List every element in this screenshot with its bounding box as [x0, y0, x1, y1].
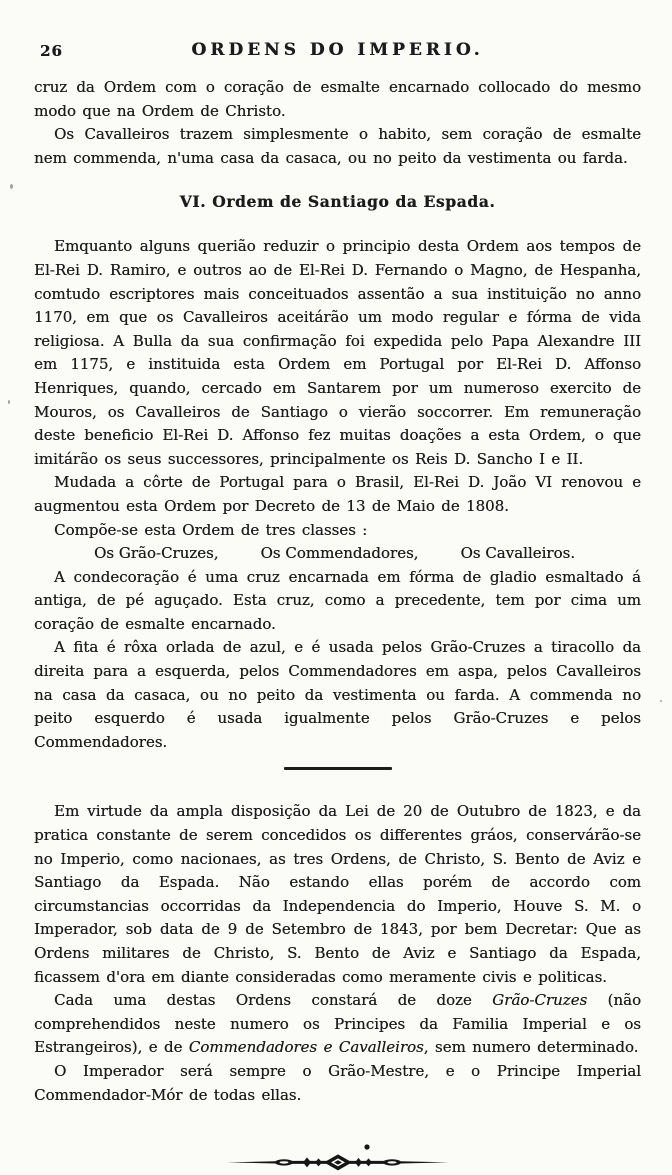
paragraph-continuation: cruz da Ordem com o coração de esmalte encarnado collocado do mesmo modo que na Ordem de Christo.	[34, 78, 641, 120]
paragraph-cavalleiros-habito: Os Cavalleiros trazem simplesmente o habito, sem coração de esmalte nem commenda, n'uma casa da casaca, ou no peito da vestimenta ou farda.	[34, 125, 641, 167]
text-run: , sem numero determinado.	[423, 1038, 639, 1057]
class-item-cavalleiros: Os Cavalleiros.	[460, 544, 575, 563]
paragraph-lei-1823: Em virtude da ampla disposição da Lei de 20 de Outubro de 1823, e da pratica constante de serem concedidos os differentes gráos, conservárão-se no Imperio, como nacionaes, as tres Ordens, de Christo, S. Bento de Aviz e Santiago da Espada. Não estando ellas porém de accordo com circumstancias occorridas da Independencia do Imperio, Houve S. M. o Imperador, sob data de 9 de Setembro de 1843, por bem Decretar: Que as Ordens militares de Christo, S. Bento de Aviz e Santiago da Espada, ficassem d'ora em diante consideradas como meramente civis e politicas.	[34, 802, 641, 986]
class-item-grao-cruzes: Os Grão-Cruzes,	[94, 544, 219, 563]
paragraph-imperador-grao-mestre: O Imperador será sempre o Grão-Mestre, e o Principe Imperial Commendador-Mór de todas ellas.	[34, 1061, 641, 1104]
classes-list-row	[34, 542, 641, 566]
class-item-commendadores: Os Commendadores,	[260, 544, 419, 563]
tailpiece-ornament-icon	[227, 1141, 449, 1171]
paragraph-mudada-corte: Mudada a côrte de Portugal para o Brasil, El-Rei D. João VI renovou e augmentou esta Ordem por Decreto de 13 de Maio de 1808.	[34, 473, 641, 515]
text-run: (não comprehendidos neste numero os Principes da Familia Imperial e os Estrangeiros), e de	[34, 991, 641, 1057]
text-run-italic-grao-cruzes: Grão-Cruzes	[492, 991, 588, 1010]
paragraph-historia-ordem: Emquanto alguns querião reduzir o principio desta Ordem aos tempos de El-Rei D. Ramiro, e outros ao de El-Rei D. Fernando o Magno, de Hespanha, comtudo escriptores mais conceituados assentão a sua instituição no anno 1170, em que os Cavalleiros aceitárão um modo regular e fórma de vida religiosa. A Bulla da sua confirmação foi expedida pelo Papa Alexandre III em 1175, e instituida esta Ordem em Portugal por El-Rei D. Affonso Henriques, quando, cercado em Santarem por um numeroso exercito de Mouros, os Cavalleiros de Santiago o vierão soccorrer. Em remuneração deste beneficio El-Rei D. Affonso fez muitas doações a esta Ordem, o que imitárão os seus successores, principalmente os Reis D. Sancho I e II.	[34, 237, 641, 468]
page-header	[34, 40, 641, 64]
scan-speck	[660, 700, 662, 702]
paragraph-condecoracao: A condecoração é uma cruz encarnada em fórma de gladio esmaltado á antiga, de pé aguçado. Esta cruz, como a precedente, tem por cima um coração de esmalte encarnado.	[34, 567, 641, 633]
paragraph-compoe-classes: Compõe-se esta Ordem de tres classes :	[54, 520, 368, 539]
paragraph-doze-grao-cruzes	[34, 989, 641, 1060]
tailpiece-container	[34, 1141, 641, 1175]
running-title: ORDENS DO IMPERIO.	[191, 40, 484, 60]
text-run-italic-commendadores-cavalleiros: Commendadores e Cavalleiros	[188, 1038, 424, 1057]
text-run: Cada uma destas Ordens constará de doze	[54, 991, 493, 1010]
section-heading-ordem-santiago: VI. Ordem de Santiago da Espada.	[179, 192, 496, 212]
scan-speck	[8, 400, 10, 404]
paragraph-fita: A fita é rôxa orlada de azul, e é usada pelos Grão-Cruzes a tiracollo da direita para a esquerda, pelos Commendadores em aspa, pelos Cavalleiros na casa da casaca, ou no peito da vestimenta ou farda. A commenda no peito esquerdo é usada igualmente pelos Grão-Cruzes e pelos Commendadores.	[34, 638, 641, 751]
scan-speck	[10, 184, 13, 189]
page-number: 26	[40, 42, 63, 60]
section-divider-rule	[284, 767, 392, 770]
